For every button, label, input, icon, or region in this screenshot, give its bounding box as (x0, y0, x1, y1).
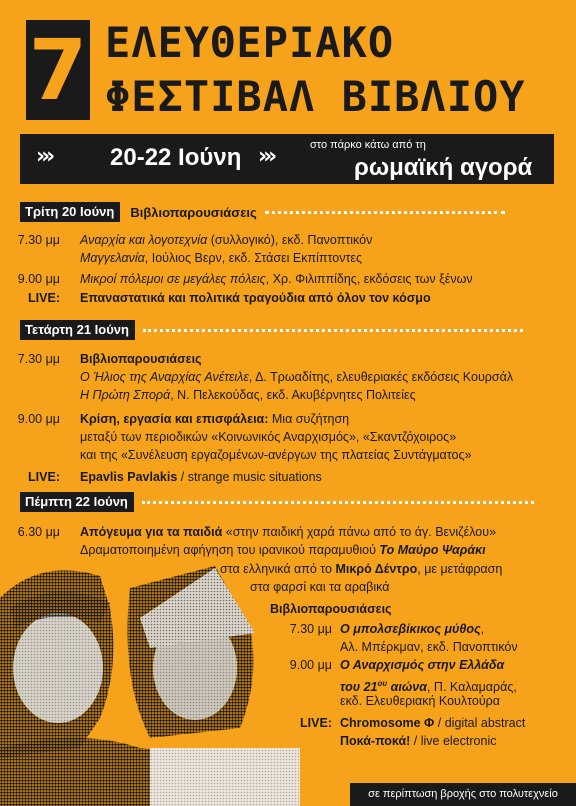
title-line-2: ΦΕΣΤΙΒΑΛ ΒΙΒΛΙΟΥ (105, 72, 526, 121)
location-prefix: στο πάρκο κάτω από τη (310, 139, 426, 151)
thu-row-7: Αλ. Μπέρκμαν, εκδ. Πανοπτικόν (340, 640, 518, 654)
details: , (480, 622, 485, 636)
details: , Χρ. Φιλιππίδης, εκδόσεις των ξένων (265, 272, 473, 286)
wed-row-5: μεταξύ των περιοδικών «Κοινωνικός Αναρχισμός», «Σκαντζόχοιρος» (80, 430, 457, 444)
title: του 21 (340, 680, 378, 695)
live-act: Epavlis Pavlakis (80, 470, 178, 484)
live-label: LIVE: (28, 291, 60, 305)
time: 9.00 μμ (17, 412, 60, 426)
live-label: LIVE: (28, 470, 60, 484)
dotted-divider (265, 211, 505, 214)
day-label: Τρίτη 20 Ιούνη (20, 202, 120, 222)
details: , Ν. Πελεκούδας, εκδ. Ακυβέρνητες Πολιτείες (170, 388, 416, 402)
thu-row-9 (340, 676, 517, 695)
details: στα ελληνικά από το (220, 562, 336, 576)
title: Αναρχία και λογοτεχνία (80, 233, 208, 247)
details: Δραματοποιημένη αφήγηση του ιρανικού παραμυθιού (80, 543, 380, 557)
dotted-divider (142, 501, 534, 504)
live-act: Επαναστατικά και πολιτικά τραγούδια από όλον τον κόσμο (80, 291, 431, 305)
title: Η Πρώτη Σπορά (80, 388, 171, 402)
section-heading: Κρίση, εργασία και επισφάλεια: (80, 412, 269, 426)
day-header-wednesday (20, 320, 523, 340)
live-genre: / strange music situations (177, 470, 322, 484)
thu-row-4: στα φαρσί και τα αραβικά (250, 580, 390, 594)
time: 7.30 μμ (17, 233, 60, 247)
title: Μικροί πόλεμοι σε μεγάλες πόλεις (80, 272, 266, 286)
location-name: ρωμαϊκή αγορά (354, 154, 533, 181)
day-label: Τετάρτη 21 Ιούνη (20, 320, 135, 340)
title: Μαγγελανία (80, 251, 145, 265)
details: , με μετάφραση (417, 562, 503, 576)
chevron-left-icon: ››› (36, 144, 52, 169)
details: , Ιούλιος Βερν, εκδ. Στάσει Εκπίπτοντες (144, 251, 363, 265)
day-header-tuesday (20, 202, 505, 222)
festival-number: 7 (26, 20, 90, 120)
title: Το Μαύρο Ψαράκι (379, 543, 486, 557)
title: Ο Αναρχισμός στην Ελλάδα (340, 658, 505, 672)
title: Ο μπολσεβίκικος μύθος (340, 622, 481, 636)
day-subtitle: Βιβλιοπαρουσιάσεις (130, 204, 257, 220)
day-header-thursday (20, 492, 534, 512)
halftone-photo (0, 548, 300, 806)
details: (συλλογικό), εκδ. Πανοπτικόν (207, 233, 373, 247)
tue-row-2 (80, 251, 362, 266)
section-heading: Απόγευμα για τα παιδιά (80, 525, 223, 539)
wed-row-6: και της «Συνέλευση εργαζομένων-ανέργων της πλατείας Συντάγματος» (80, 448, 472, 462)
title: Μικρό Δέντρο (335, 562, 418, 576)
details: , Π. Καλαμαράς, (426, 680, 517, 695)
dotted-divider (143, 329, 523, 332)
date-location-band (20, 134, 554, 184)
chevron-right-icon: ››› (258, 144, 274, 169)
live-act: Ποκά-ποκά! (340, 734, 411, 748)
time: 7.30 μμ (17, 352, 60, 366)
thu-live-2 (340, 734, 496, 749)
live-label: LIVE: (300, 716, 332, 730)
title: Ο Ήλιος της Αναρχίας Ανέτειλε (80, 370, 249, 384)
title: αιώνα (387, 680, 427, 695)
wed-row-3 (80, 388, 416, 403)
time: 6.30 μμ (17, 525, 60, 539)
thu-row-10: εκδ. Ελευθεριακή Κουλτούρα (340, 694, 500, 708)
time: 9.00 μμ (17, 272, 60, 286)
live-genre: / live electronic (410, 734, 497, 748)
details: Μια συζήτηση (268, 412, 350, 426)
details: , Δ. Τρωαδίτης, ελευθεριακές εκδόσεις Κουρσάλ (248, 370, 514, 384)
day-label: Πέμπτη 22 Ιούνη (20, 492, 134, 512)
live-act: Chromosome Φ (340, 716, 435, 730)
wed-row-2 (80, 370, 513, 385)
time: 7.30 μμ (289, 622, 332, 636)
festival-dates: 20-22 Ιούνη (110, 144, 242, 171)
details: «στην παιδική χαρά πάνω από το άγ. Βενιζέλου» (222, 525, 497, 539)
live-genre: / digital abstract (434, 716, 526, 730)
superscript: ου (377, 679, 388, 688)
time: 9.00 μμ (289, 658, 332, 672)
thu-section-heading: Βιβλιοπαρουσιάσεις (270, 602, 392, 616)
section-heading: Βιβλιοπαρουσιάσεις (80, 352, 202, 366)
rain-note: σε περίπτωση βροχής στο πολυτεχνείο (350, 783, 576, 806)
title-line-1: ΕΛΕΥΘΕΡΙΑΚΟ (105, 18, 395, 67)
